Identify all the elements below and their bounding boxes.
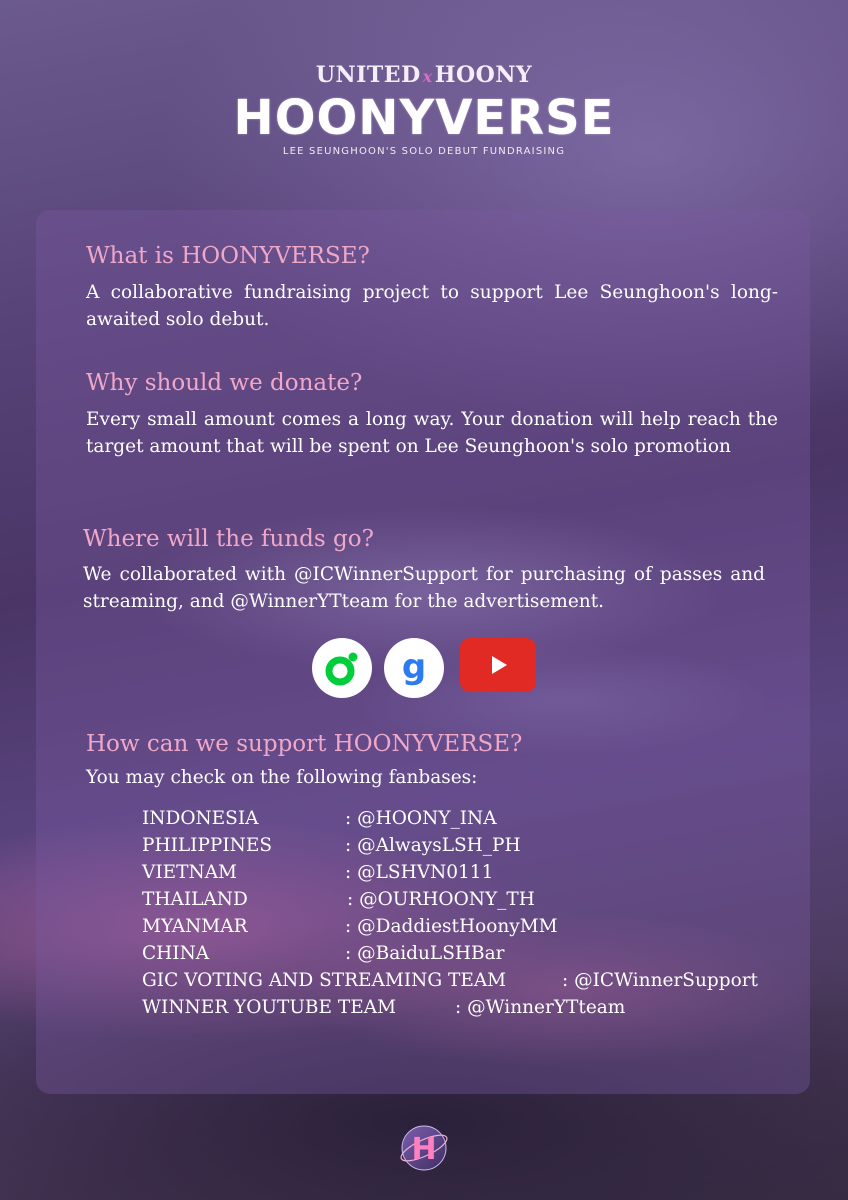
fanbase-handle: : @DaddiestHoonyMM bbox=[345, 916, 558, 937]
footer-logo-letter: H bbox=[411, 1132, 437, 1167]
fanbase-row bbox=[142, 994, 626, 1021]
fanbase-handle: : @LSHVN0111 bbox=[345, 862, 494, 883]
brand-left: UNITED bbox=[315, 62, 421, 88]
fanbase-country: CHINA bbox=[142, 943, 210, 964]
body-how: You may check on the following fanbases: bbox=[86, 767, 478, 788]
melon-icon bbox=[312, 638, 372, 698]
fanbase-handle: : @ICWinnerSupport bbox=[562, 970, 758, 991]
fanbase-row bbox=[142, 913, 558, 940]
platform-icons bbox=[0, 638, 848, 698]
body-why: Every small amount comes a long way. Your donation will help reach the target amount that will be spent on Lee Seunghoon's solo promotion bbox=[86, 409, 778, 457]
fanbase-row bbox=[142, 859, 506, 886]
heading-what: What is HOONYVERSE? bbox=[86, 243, 370, 269]
fanbase-row bbox=[142, 967, 758, 994]
fanbase-handle: : @HOONY_INA bbox=[345, 808, 497, 829]
heading-how: How can we support HOONYVERSE? bbox=[86, 731, 523, 757]
fanbase-country: INDONESIA bbox=[142, 808, 259, 829]
youtube-icon bbox=[460, 638, 536, 692]
brand-right: HOONY bbox=[434, 62, 533, 88]
heading-where: Where will the funds go? bbox=[83, 526, 374, 552]
fanbase-handle: : @WinnerYTteam bbox=[455, 997, 626, 1018]
body-what: A collaborative fundraising project to support Lee Seunghoon's long-awaited solo debut. bbox=[86, 282, 778, 330]
fanbase-country: THAILAND bbox=[142, 889, 248, 910]
fanbase-handle: : @OURHOONY_TH bbox=[347, 889, 535, 910]
page-title: HOONYVERSE bbox=[233, 90, 615, 146]
fanbase-country: VIETNAM bbox=[142, 862, 238, 883]
header bbox=[0, 62, 848, 157]
fanbase-country: GIC VOTING AND STREAMING TEAM bbox=[142, 970, 507, 991]
fanbase-row bbox=[142, 886, 535, 913]
fanbase-country: PHILIPPINES bbox=[142, 835, 273, 856]
page-subtitle: LEE SEUNGHOON'S SOLO DEBUT FUNDRAISING bbox=[282, 146, 566, 157]
genie-icon bbox=[384, 638, 444, 698]
fanbase-row bbox=[142, 805, 506, 832]
fanbase-handle: : @BaiduLSHBar bbox=[345, 943, 505, 964]
fanbase-row bbox=[142, 832, 521, 859]
fanbase-handle: : @AlwaysLSH_PH bbox=[345, 835, 521, 856]
fanbase-list bbox=[142, 805, 758, 1021]
footer-logo-icon bbox=[398, 1122, 450, 1174]
fanbase-country: MYANMAR bbox=[142, 916, 248, 937]
heading-why: Why should we donate? bbox=[86, 370, 363, 396]
svg-text:g: g bbox=[401, 647, 427, 687]
fanbase-country: WINNER YOUTUBE TEAM bbox=[142, 997, 397, 1018]
body-where: We collaborated with @ICWinnerSupport for purchasing of passes and streaming, and @WinnerYTteam for the advertisement. bbox=[83, 564, 765, 612]
brand-logo bbox=[0, 62, 848, 88]
fanbase-row bbox=[142, 940, 506, 967]
brand-mark: x bbox=[422, 67, 433, 86]
